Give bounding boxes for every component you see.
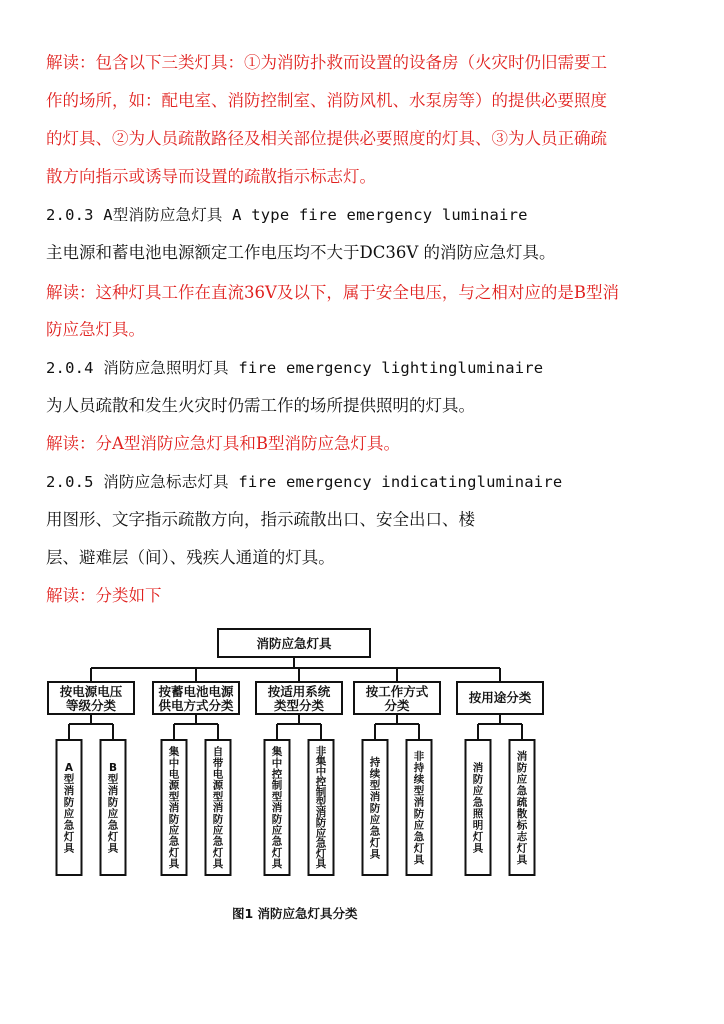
category-label-char: 应	[413, 819, 425, 832]
category-label-char: 具	[369, 848, 381, 861]
category-label-char: 急	[472, 796, 484, 809]
group-label: 按适用系统	[267, 684, 331, 699]
category-label-char: 急	[516, 785, 528, 797]
category-label-char: 应	[516, 773, 528, 786]
category-label-char: 具	[63, 842, 75, 855]
category-label-char: 防	[107, 796, 119, 809]
category-label-char: 电	[212, 768, 224, 781]
category-label-char: 控	[271, 768, 283, 781]
group-label: 类型分类	[273, 698, 325, 713]
category-label-char: 急	[271, 835, 283, 848]
category-label-char: 具	[271, 858, 283, 870]
section-heading-2-0-5: 2.0.5 消防应急标志灯具 fire emergency indicatingluminaire	[46, 473, 563, 491]
category-label-char: 消	[168, 802, 180, 815]
category-label-char: 型	[271, 790, 283, 803]
group-label: 按电源电压	[59, 684, 123, 699]
text-line-2: 作的场所，如：配电室、消防控制室、消防风机、水泵房等）的提供必要照度	[46, 91, 607, 110]
category-label-char: 防	[472, 773, 484, 786]
category-label-char: 消	[369, 790, 381, 803]
category-label-char: 志	[516, 831, 528, 843]
category-label-char: 灯	[212, 846, 224, 859]
text-line-1: 解读：包含以下三类灯具：①为消防扑救而设置的设备房（火灾时仍旧需要工	[46, 53, 607, 72]
category-label-char: 防	[516, 762, 528, 774]
text-line-7: 解读：这种灯具工作在直流36V及以下，属于安全电压，与之相对应的是B型消	[46, 283, 620, 302]
category-label-char: 应	[168, 824, 180, 837]
category-label-char: 中	[271, 757, 283, 770]
category-label-char: 急	[369, 825, 381, 838]
text-line-11: 解读：分A型消防应急灯具和B型消防应急灯具。	[46, 434, 401, 453]
category-label-char: 灯	[63, 831, 75, 843]
category-label-char: 急	[63, 819, 75, 832]
category-label-char: 具	[516, 854, 528, 866]
category-label-char: 灯	[413, 842, 425, 855]
text-line-10: 为人员疏散和发生火灾时仍需工作的场所提供照明的灯具。	[46, 396, 475, 415]
category-label-char: 具	[212, 858, 224, 870]
section-heading-2-0-3: 2.0.3 A型消防应急灯具 A type fire emergency luminaire	[46, 206, 528, 224]
text-line-13: 用图形、文字指示疏散方向，指示疏散出口、安全出口、楼	[46, 510, 475, 529]
category-label-char: 具	[472, 842, 484, 855]
root-label: 消防应急灯具	[256, 636, 332, 651]
category-label-char: 照	[472, 808, 484, 820]
category-label-char: 应	[107, 808, 119, 820]
category-label-char: 具	[315, 858, 327, 870]
category-label-char: 型	[107, 773, 119, 786]
category-label-char: 制	[271, 779, 283, 792]
category-label-char: 续	[413, 773, 425, 786]
group-label: 分类	[384, 698, 410, 713]
category-label-char: 灯	[369, 836, 381, 849]
category-label-char: 型	[212, 790, 224, 803]
category-label-char: 具	[413, 854, 425, 866]
group-label: 等级分类	[65, 698, 117, 713]
category-label-char: 急	[212, 835, 224, 848]
category-label-char: 源	[212, 779, 224, 792]
category-label-char: 持	[369, 756, 381, 769]
category-label-char: 防	[168, 813, 180, 826]
category-label-char: 源	[168, 779, 180, 792]
category-label-char: 防	[63, 796, 75, 809]
category-label-char: 防	[413, 808, 425, 820]
text-line-8: 防应急灯具。	[46, 320, 145, 339]
category-label-char: 自	[212, 746, 224, 759]
category-label-char: 防	[315, 817, 327, 829]
category-label-char: 续	[369, 767, 381, 780]
category-label-char: 灯	[516, 842, 528, 855]
category-label-char: 防	[369, 802, 381, 815]
text-line-3: 的灯具、②为人员疏散路径及相关部位提供必要照度的灯具、③为人员正确疏	[46, 129, 607, 148]
category-label-char: 中	[315, 765, 327, 778]
category-label-char: 具	[107, 842, 119, 855]
text-line-6: 主电源和蓄电池电源额定工作电压均不大于DC36V 的消防应急灯具。	[46, 243, 556, 262]
figure-caption: 图1 消防应急灯具分类	[232, 906, 358, 921]
category-label-char: 急	[168, 835, 180, 848]
category-label-char: 电	[168, 768, 180, 781]
category-label-char: 消	[107, 785, 119, 797]
category-label-char: 非	[315, 745, 327, 758]
group-label: 供电方式分类	[158, 698, 234, 713]
group-label: 按工作方式	[365, 684, 429, 699]
category-label-char: 防	[212, 813, 224, 826]
category-label-char: 具	[168, 858, 180, 870]
category-label-char: 灯	[107, 831, 119, 843]
category-label-char: 消	[315, 806, 327, 819]
category-label-char: 型	[168, 790, 180, 803]
category-label-char: 非	[413, 750, 425, 763]
category-label-char: 带	[212, 757, 224, 770]
category-label-char: 消	[472, 762, 484, 774]
text-line-14: 层、避难层（间）、残疾人通道的灯具。	[46, 548, 335, 567]
category-label-char: 型	[369, 779, 381, 792]
category-label-char: 消	[516, 750, 528, 763]
category-label-char: 灯	[315, 847, 327, 860]
category-label-char: 应	[369, 813, 381, 826]
category-label-char: 集	[271, 746, 283, 759]
group-label: 按用途分类	[468, 690, 532, 705]
category-label-char: 消	[63, 785, 75, 797]
category-label-char: 消	[413, 796, 425, 809]
category-label-char: 应	[472, 785, 484, 797]
category-label-char: 制	[315, 786, 327, 799]
category-label-char: 应	[63, 808, 75, 820]
category-label-char: 应	[315, 827, 327, 840]
category-label-char: 型	[413, 785, 425, 797]
section-heading-2-0-4: 2.0.4 消防应急照明灯具 fire emergency lightingluminaire	[46, 359, 544, 377]
category-label-char: 消	[271, 802, 283, 815]
category-label-char: 急	[107, 819, 119, 832]
category-label-char: B	[108, 762, 118, 774]
category-label-char: 集	[315, 755, 327, 768]
category-label-char: 疏	[516, 796, 528, 809]
category-label-char: 集	[168, 746, 180, 759]
text-line-4: 散方向指示或诱导而设置的疏散指示标志灯。	[46, 167, 376, 186]
category-label-char: 明	[472, 819, 484, 832]
category-label-char: 型	[63, 773, 75, 786]
category-label-char: 控	[315, 776, 327, 788]
category-label-char: 灯	[168, 846, 180, 859]
category-label-char: 散	[516, 808, 528, 820]
category-label-char: 应	[212, 824, 224, 837]
category-label-char: 应	[271, 824, 283, 837]
category-label-char: 灯	[271, 846, 283, 859]
category-label-char: 消	[212, 802, 224, 815]
group-label: 按蓄电池电源	[158, 684, 234, 699]
category-label-char: 防	[271, 813, 283, 826]
category-label-char: 标	[516, 819, 528, 832]
category-label-char: 灯	[472, 831, 484, 843]
category-label-char: 急	[413, 831, 425, 843]
category-label-char: 急	[315, 837, 327, 850]
category-label-char: 持	[413, 762, 425, 774]
category-label-char: 中	[168, 757, 180, 770]
category-label-char: 型	[315, 796, 327, 809]
text-line-15: 解读：分类如下	[46, 586, 162, 605]
category-label-char: A	[64, 762, 74, 774]
